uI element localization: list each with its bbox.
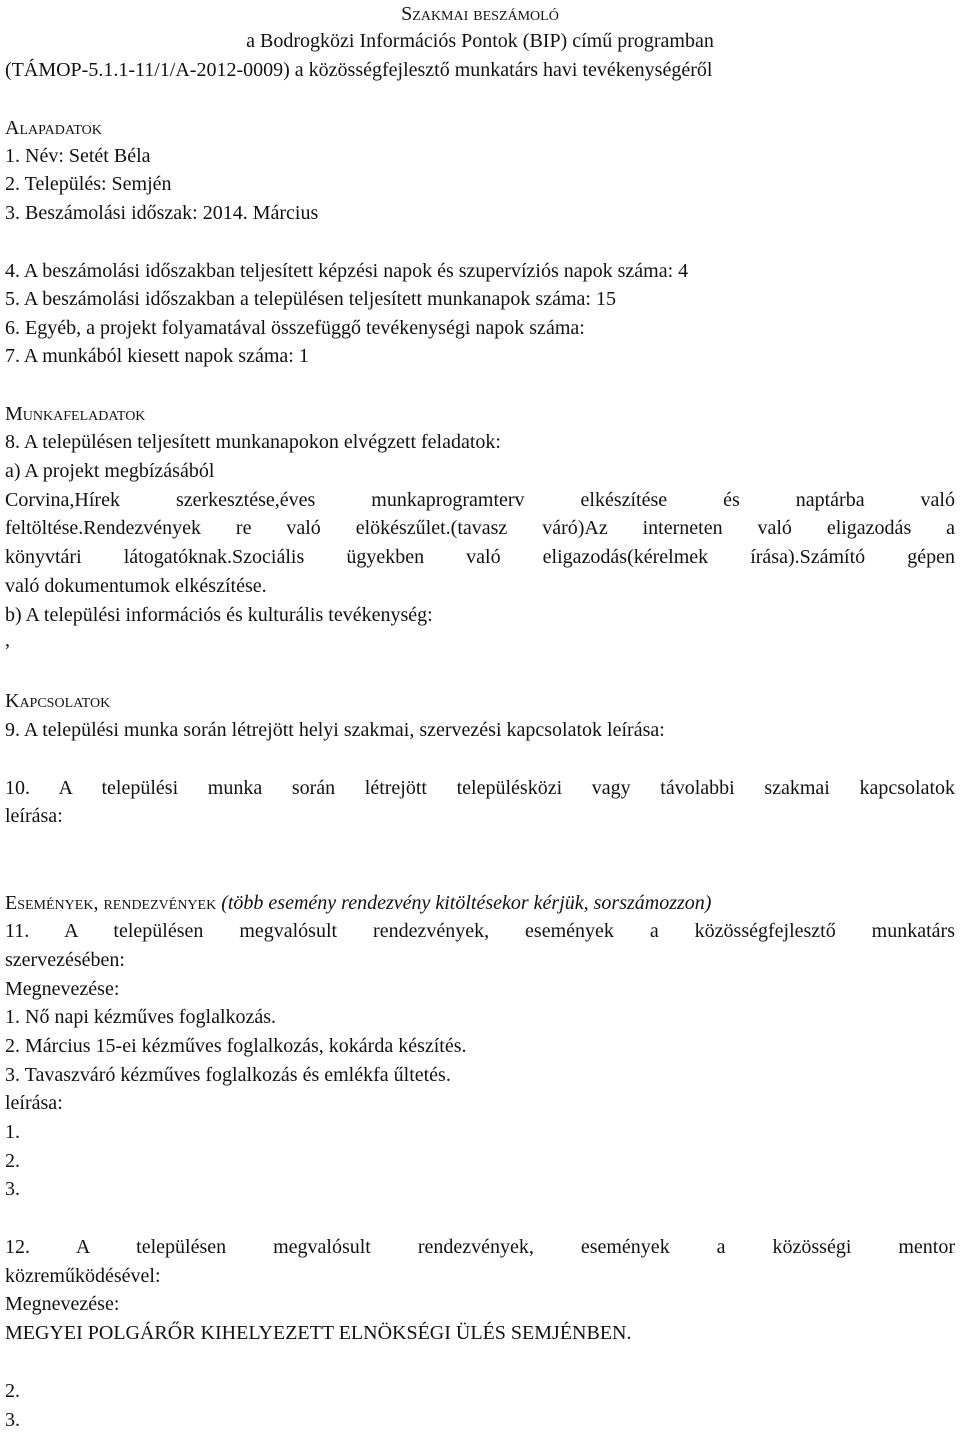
item-12-line-1: 12. A településen megvalósult rendezvények, események a közösségi mentor [5, 1236, 955, 1258]
report-subtitle: a Bodrogközi Információs Pontok (BIP) című programban [246, 30, 714, 52]
leirasa-number-3: 3. [5, 1178, 20, 1200]
item-8b-comma: , [5, 629, 10, 651]
item-12-line-2: közreműködésével: [5, 1265, 161, 1287]
event-item-2: 2. Március 15-ei kézműves foglalkozás, kokárda készítés. [5, 1035, 467, 1057]
kapcsolatok-heading: Kapcsolatok [5, 690, 111, 712]
training-days-field: 4. A beszámolási időszakban teljesített képzési napok és szupervíziós napok száma: 4 [5, 260, 689, 282]
tail-number-2: 2. [5, 1380, 20, 1402]
item-8a: a) A projekt megbízásából [5, 460, 215, 482]
megnevezese-label: Megnevezése: [5, 978, 120, 1000]
item-8b: b) A települési információs és kulturális tevékenység: [5, 604, 433, 626]
leirasa-number-2: 2. [5, 1150, 20, 1172]
tasks-paragraph-line-4: való dokumentumok elkészítése. [5, 575, 267, 597]
esemenyek-heading: Események, rendezvények [5, 892, 217, 914]
item-11-line-2: szervezésében: [5, 949, 125, 971]
missed-days-field: 7. A munkából kiesett napok száma: 1 [5, 345, 309, 367]
mentor-event: MEGYEI POLGÁRŐR KIHELYEZETT ELNÖKSÉGI ÜLÉS SEMJÉNBEN. [5, 1322, 632, 1344]
leirasa-number-1: 1. [5, 1121, 20, 1143]
esemenyek-note: (több esemény rendezvény kitöltésekor kérjük, sorszámozzon) [221, 892, 712, 914]
tail-number-3: 3. [5, 1409, 20, 1431]
other-days-field: 6. Egyéb, a projekt folyamatával összefüggő tevékenységi napok száma: [5, 317, 585, 339]
settlement-field: 2. Település: Semjén [5, 173, 172, 195]
report-title: Szakmai beszámoló [401, 3, 559, 25]
munkafeladatok-heading: Munkafeladatok [5, 403, 146, 425]
period-field: 3. Beszámolási időszak: 2014. Március [5, 202, 319, 224]
project-line: (TÁMOP-5.1.1-11/1/A-2012-0009) a közösségfejlesztő munkatárs havi tevékenységéről [5, 59, 713, 81]
esemenyek-heading-line [5, 889, 711, 917]
tasks-paragraph-line-3: könyvtári látogatóknak.Szociális ügyekben való eligazodás(kérelmek írása).Számító gépen [5, 546, 955, 568]
tasks-paragraph-line-1: Corvina,Hírek szerkesztése,éves munkaprogramterv elkészítése és naptárba való [5, 489, 955, 511]
event-item-3: 3. Tavaszváró kézműves foglalkozás és emlékfa űltetés. [5, 1064, 451, 1086]
item-9: 9. A települési munka során létrejött helyi szakmai, szervezési kapcsolatok leírása: [5, 719, 665, 741]
item-8: 8. A településen teljesített munkanapokon elvégzett feladatok: [5, 431, 501, 453]
item-11-line-1: 11. A településen megvalósult rendezvények, események a közösségfejlesztő munkatárs [5, 920, 955, 942]
item-10-line-2: leírása: [5, 805, 63, 827]
name-field: 1. Név: Setét Béla [5, 145, 151, 167]
alapadatok-heading: Alapadatok [5, 117, 102, 139]
item-10-line-1: 10. A települési munka során létrejött településközi vagy távolabbi szakmai kapcsolatok [5, 777, 955, 799]
tasks-paragraph-line-2: feltöltése.Rendezvények re való elökészűlet.(tavasz váró)Az interneten való eligazodás a [5, 517, 955, 539]
megnevezese-label-2: Megnevezése: [5, 1293, 120, 1315]
event-item-1: 1. Nő napi kézműves foglalkozás. [5, 1006, 277, 1028]
work-days-field: 5. A beszámolási időszakban a településen teljesített munkanapok száma: 15 [5, 288, 616, 310]
leirasa-label: leírása: [5, 1092, 63, 1114]
